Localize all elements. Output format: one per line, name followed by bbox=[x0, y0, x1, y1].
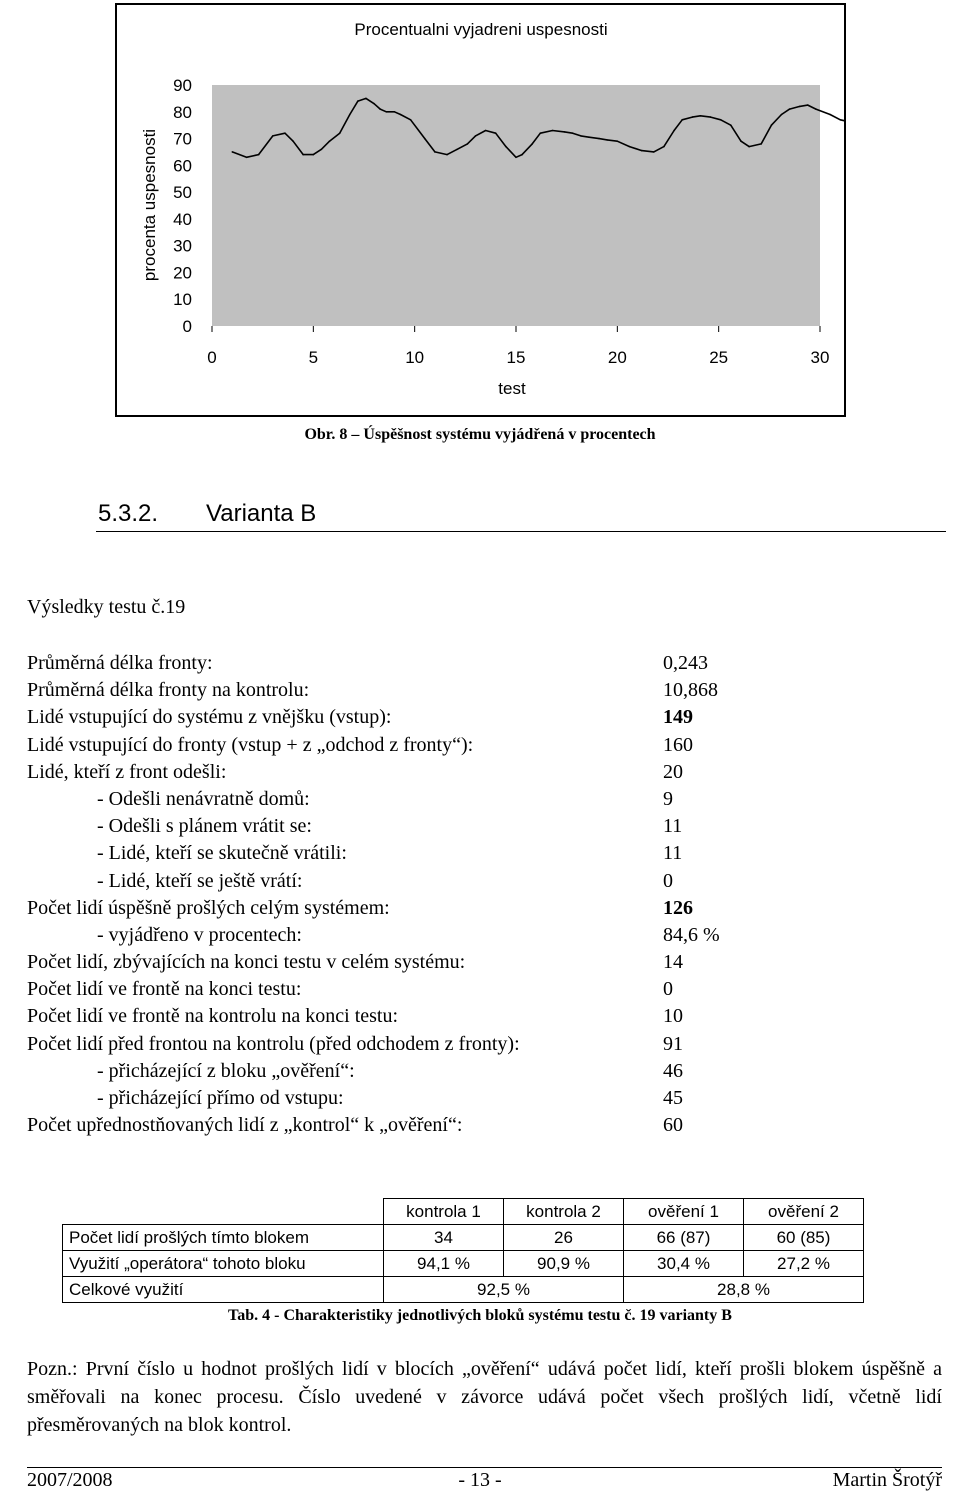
table-cell: 66 (87) bbox=[624, 1225, 744, 1251]
stat-value: 9 bbox=[663, 787, 673, 810]
data-point bbox=[495, 132, 497, 134]
stat-row bbox=[27, 922, 767, 949]
stat-row bbox=[27, 732, 767, 759]
stat-row bbox=[27, 677, 767, 704]
table-row bbox=[63, 1251, 864, 1277]
footer-divider bbox=[27, 1467, 942, 1468]
data-point bbox=[710, 116, 712, 118]
data-point bbox=[456, 149, 458, 151]
y-tick-label: 10 bbox=[173, 290, 192, 310]
section-divider bbox=[96, 531, 946, 532]
stat-value: 160 bbox=[663, 733, 693, 756]
y-tick-label: 40 bbox=[173, 209, 192, 229]
data-point bbox=[357, 100, 359, 102]
data-point bbox=[829, 114, 831, 116]
stat-label: Lidé vstupující do systému z vnějšku (vstup): bbox=[27, 706, 392, 729]
data-point bbox=[394, 111, 396, 113]
data-point bbox=[740, 140, 742, 142]
x-tick-label: 5 bbox=[308, 348, 319, 367]
stat-row bbox=[27, 786, 767, 813]
stat-label: - přicházející přímo od vstupu: bbox=[97, 1087, 344, 1109]
table-cell: 34 bbox=[384, 1225, 504, 1251]
data-point bbox=[329, 140, 331, 142]
stat-label: - Lidé, kteří se ještě vrátí: bbox=[97, 869, 303, 892]
data-point bbox=[258, 154, 260, 156]
stat-row bbox=[27, 1112, 767, 1139]
stat-label: - vyjádřeno v procentech: bbox=[97, 923, 302, 946]
stat-label: Počet lidí úspěšně prošlých celým systémem: bbox=[27, 896, 390, 919]
data-point bbox=[617, 140, 619, 142]
table-cell: 28,8 % bbox=[624, 1277, 864, 1303]
stat-row bbox=[27, 1085, 767, 1112]
stat-value: 20 bbox=[663, 760, 683, 783]
stat-value: 0 bbox=[663, 869, 673, 892]
column-header: ověření 2 bbox=[744, 1199, 864, 1225]
data-point bbox=[700, 115, 702, 117]
x-tick-label: 0 bbox=[207, 348, 217, 367]
line-chart bbox=[117, 5, 844, 415]
plot-area bbox=[212, 85, 820, 326]
stat-row bbox=[27, 1058, 767, 1085]
stat-label: - Odešli s plánem vrátit se: bbox=[97, 815, 312, 838]
stat-value: 84,6 % bbox=[663, 923, 720, 946]
data-point bbox=[720, 119, 722, 121]
table-cell: 94,1 % bbox=[384, 1251, 504, 1277]
stat-value: 60 bbox=[663, 1114, 683, 1137]
data-point bbox=[771, 124, 773, 126]
data-point bbox=[365, 98, 367, 100]
data-point bbox=[588, 136, 590, 138]
stats-list bbox=[27, 650, 767, 1139]
data-point bbox=[730, 124, 732, 126]
y-tick-label: 20 bbox=[173, 263, 192, 283]
chart-frame bbox=[115, 3, 846, 417]
stat-value: 0 bbox=[663, 978, 673, 1001]
data-point bbox=[424, 138, 426, 140]
stat-row bbox=[27, 1031, 767, 1058]
data-point bbox=[606, 139, 608, 141]
data-point bbox=[531, 143, 533, 145]
data-point bbox=[467, 143, 469, 145]
data-point bbox=[572, 132, 574, 134]
data-point bbox=[789, 108, 791, 110]
stat-label: Průměrná délka fronty na kontrolu: bbox=[27, 679, 310, 702]
stat-label: Počet upřednostňovaných lidí z „kontrol“ k „ověření“: bbox=[27, 1114, 463, 1137]
data-point bbox=[272, 135, 274, 137]
x-tick-label: 15 bbox=[506, 348, 526, 367]
column-header: ověření 1 bbox=[624, 1199, 744, 1225]
data-point bbox=[284, 132, 286, 134]
stat-value: 11 bbox=[663, 842, 683, 865]
stat-label: Počet lidí, zbývajících na konci testu v celém systému: bbox=[27, 951, 466, 974]
y-tick-label: 60 bbox=[173, 156, 192, 176]
data-point bbox=[246, 157, 248, 159]
y-tick-label: 30 bbox=[173, 236, 192, 256]
table-row bbox=[63, 1225, 864, 1251]
data-point bbox=[446, 154, 448, 156]
stat-label: - Lidé, kteří se skutečně vrátili: bbox=[97, 842, 347, 865]
data-point bbox=[232, 151, 234, 153]
data-point bbox=[379, 108, 381, 110]
data-point bbox=[386, 111, 388, 113]
stat-value: 14 bbox=[663, 951, 683, 974]
x-tick-label: 25 bbox=[709, 348, 729, 367]
table-cell: 90,9 % bbox=[504, 1251, 624, 1277]
stat-value: 149 bbox=[663, 706, 693, 729]
footer-author: Martin Šrotýř bbox=[832, 1469, 942, 1491]
data-point bbox=[485, 130, 487, 132]
data-point bbox=[313, 154, 315, 156]
stat-row bbox=[27, 840, 767, 867]
data-point bbox=[400, 114, 402, 116]
data-point bbox=[339, 132, 341, 134]
table-cell: 30,4 % bbox=[624, 1251, 744, 1277]
stat-row bbox=[27, 704, 767, 731]
data-point bbox=[475, 135, 477, 137]
row-label: Celkové využití bbox=[63, 1277, 384, 1303]
column-header: kontrola 2 bbox=[504, 1199, 624, 1225]
data-point bbox=[540, 132, 542, 134]
section-number: 5.3.2. bbox=[98, 500, 159, 527]
stat-row bbox=[27, 949, 767, 976]
data-point bbox=[760, 143, 762, 145]
data-point bbox=[807, 104, 809, 106]
stat-label: - Odešli nenávratně domů: bbox=[97, 787, 310, 810]
stat-value: 91 bbox=[663, 1032, 683, 1055]
stat-row bbox=[27, 868, 767, 895]
stat-label: - přicházející z bloku „ověření“: bbox=[97, 1059, 355, 1082]
data-point bbox=[692, 116, 694, 118]
data-point bbox=[598, 138, 600, 140]
data-point bbox=[302, 154, 304, 156]
stat-row bbox=[27, 813, 767, 840]
stat-label: Počet lidí ve frontě na konci testu: bbox=[27, 978, 302, 1001]
y-tick-label: 0 bbox=[182, 317, 192, 336]
data-point bbox=[653, 151, 655, 153]
data-point bbox=[673, 130, 675, 132]
table-total-row bbox=[63, 1277, 864, 1303]
stat-value: 0,243 bbox=[663, 652, 708, 674]
note-paragraph: Pozn.: První číslo u hodnot prošlých lidí v blocích „ověření“ udává počet lidí, kteří prošli blokem úspěšně a směřovali na konec procesu. Číslo uvedené v závorce udává počet všech prošlých lidí, včetně lidí přesměrovaných na blok kontrol. bbox=[27, 1358, 942, 1436]
stat-value: 11 bbox=[663, 815, 683, 838]
y-axis-label: procenta uspesnosti bbox=[140, 128, 159, 282]
table-header-row bbox=[63, 1199, 864, 1225]
y-tick-label: 80 bbox=[173, 102, 192, 122]
x-tick-label: 30 bbox=[810, 348, 830, 367]
x-tick-label: 10 bbox=[405, 348, 425, 367]
footer-year: 2007/2008 bbox=[27, 1469, 113, 1491]
y-tick-label: 50 bbox=[173, 183, 192, 203]
data-point bbox=[521, 154, 523, 156]
data-point bbox=[663, 146, 665, 148]
chart-title: Procentualni vyjadreni uspesnosti bbox=[354, 20, 608, 39]
y-tick-label: 90 bbox=[173, 76, 192, 95]
stat-value: 126 bbox=[663, 896, 693, 919]
table-corner bbox=[63, 1199, 384, 1225]
stat-label: Lidé, kteří z front odešli: bbox=[27, 760, 227, 783]
section-heading bbox=[98, 500, 316, 528]
row-label: Počet lidí prošlých tímto blokem bbox=[63, 1225, 384, 1251]
data-point bbox=[748, 146, 750, 148]
stat-label: Lidé vstupující do fronty (vstup + z „odchod z fronty“): bbox=[27, 733, 474, 756]
stat-value: 10 bbox=[663, 1005, 683, 1028]
data-point bbox=[292, 140, 294, 142]
stat-row bbox=[27, 895, 767, 922]
table-cell: 27,2 % bbox=[744, 1251, 864, 1277]
stat-row bbox=[27, 1003, 767, 1030]
stat-value: 10,868 bbox=[663, 679, 718, 702]
data-point bbox=[321, 149, 323, 151]
stat-value: 45 bbox=[663, 1087, 683, 1109]
data-point bbox=[349, 114, 351, 116]
data-point bbox=[505, 146, 507, 148]
stat-label: Počet lidí ve frontě na kontrolu na konci testu: bbox=[27, 1005, 399, 1028]
data-point bbox=[629, 146, 631, 148]
data-point bbox=[434, 151, 436, 153]
blocks-table bbox=[62, 1198, 864, 1303]
footer-page-number: - 13 - bbox=[458, 1469, 502, 1491]
data-point bbox=[840, 119, 842, 121]
stat-row bbox=[27, 759, 767, 786]
table-cell: 92,5 % bbox=[384, 1277, 624, 1303]
results-title: Výsledky testu č.19 bbox=[27, 596, 186, 618]
data-point bbox=[564, 131, 566, 133]
data-point bbox=[681, 119, 683, 121]
stat-row bbox=[27, 650, 767, 677]
stat-value: 46 bbox=[663, 1059, 683, 1082]
table-caption: Tab. 4 - Charakteristiky jednotlivých bloků systému testu č. 19 varianty B bbox=[228, 1307, 732, 1324]
x-axis-label: test bbox=[498, 379, 526, 398]
data-point bbox=[799, 106, 801, 108]
stat-label: Počet lidí před frontou na kontrolu (před odchodem z fronty): bbox=[27, 1032, 520, 1055]
data-point bbox=[410, 119, 412, 121]
data-point bbox=[373, 103, 375, 105]
row-label: Využití „operátora“ tohoto bloku bbox=[63, 1251, 384, 1277]
data-point bbox=[552, 130, 554, 132]
stat-row bbox=[27, 976, 767, 1003]
data-point bbox=[815, 108, 817, 110]
table-cell: 60 (85) bbox=[744, 1225, 864, 1251]
data-point bbox=[515, 157, 517, 159]
figure-caption: Obr. 8 – Úspěšnost systému vyjádřená v procentech bbox=[304, 426, 656, 443]
x-tick-label: 20 bbox=[607, 348, 627, 367]
table-cell: 26 bbox=[504, 1225, 624, 1251]
y-tick-label: 70 bbox=[173, 129, 192, 149]
stat-label: Průměrná délka fronty: bbox=[27, 652, 213, 674]
data-point bbox=[641, 150, 643, 152]
section-title: Varianta B bbox=[206, 500, 317, 527]
data-point bbox=[781, 114, 783, 116]
column-header: kontrola 1 bbox=[384, 1199, 504, 1225]
data-point bbox=[580, 135, 582, 137]
